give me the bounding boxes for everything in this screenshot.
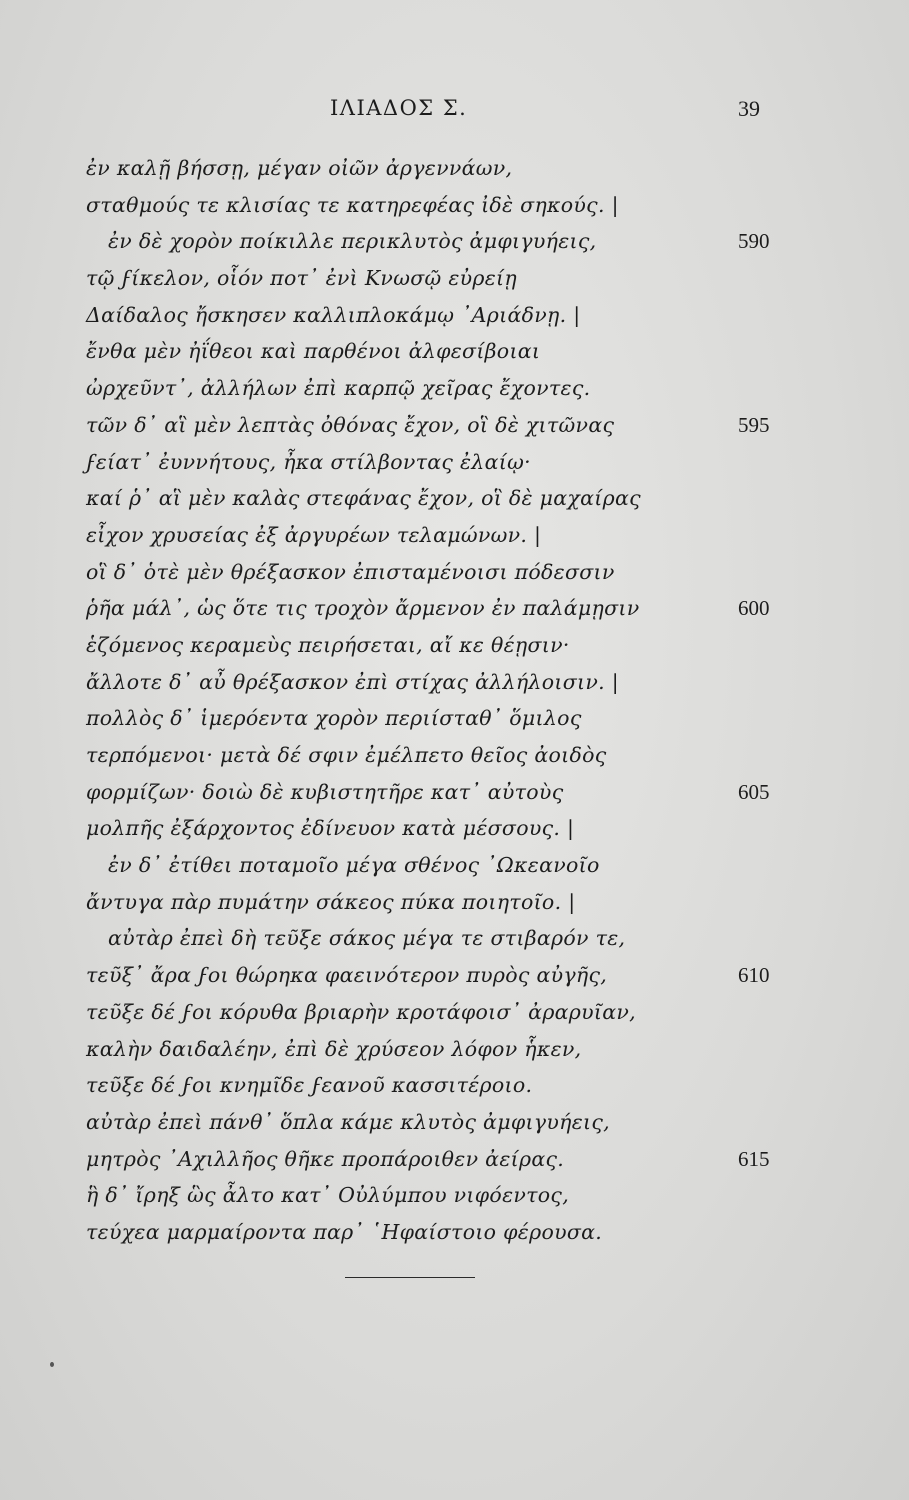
- line-number: 610: [738, 963, 770, 988]
- verse-text: φορμίζων· δοιὼ δὲ κυβιστητῆρε κατ᾽ αὐτοὺς: [86, 779, 564, 804]
- verse-line: [0, 590, 909, 627]
- verse-line: [0, 297, 909, 334]
- verse-line: [0, 1177, 909, 1214]
- verse-text: τεῦξε δέ ϝοι κόρυθα βριαρὴν κροτάφοισ᾽ ἀραρυῖαν,: [86, 999, 636, 1024]
- verse-line: [0, 664, 909, 701]
- verse-line: [0, 1031, 909, 1068]
- verse-line: [0, 480, 909, 517]
- verse-line: [0, 920, 909, 957]
- verse-text: τῷ ϝίκελον, οἷόν ποτ᾽ ἐνὶ Κνωσῷ εὐρείῃ: [86, 266, 517, 291]
- line-number: 605: [738, 779, 770, 804]
- verse-line: [0, 774, 909, 811]
- verse-text: σταθμούς τε κλισίας τε κατηρεφέας ἰδὲ σηκούς. |: [86, 192, 619, 217]
- line-number: 600: [738, 596, 770, 621]
- verse-text: ϝείατ᾽ ἐυννήτους, ἦκα στίλβοντας ἐλαίῳ·: [86, 449, 531, 474]
- verse-text: μολπῆς ἐξάρχοντος ἐδίνευον κατὰ μέσσους. |: [86, 816, 575, 841]
- verse-line: [0, 957, 909, 994]
- verse-line: [0, 1104, 909, 1141]
- verse-text: ῥῆα μάλ᾽, ὡς ὅτε τις τροχὸν ἄρμενον ἐν παλάμῃσιν: [86, 596, 640, 621]
- verse-text: ἔνθα μὲν ἠΐθεοι καὶ παρθένοι ἀλφεσίβοιαι: [86, 339, 541, 364]
- verse-text: ἐν καλῇ βήσσῃ, μέγαν οἰῶν ἀργεννάων,: [86, 156, 513, 180]
- running-head: [0, 96, 909, 126]
- verse-text: εἶχον χρυσείας ἐξ ἀργυρέων τελαμώνων. |: [86, 522, 542, 547]
- verse-text: Δαίδαλος ἤσκησεν καλλιπλοκάμῳ ᾽Αριάδνῃ. |: [86, 302, 581, 327]
- verse-line: [0, 884, 909, 921]
- verse-line: [0, 554, 909, 591]
- verse-line: [0, 1141, 909, 1178]
- verse-text: οἳ δ᾽ ὁτὲ μὲν θρέξασκον ἐπισταμένοισι πόδεσσιν: [86, 559, 615, 584]
- verse-line: [0, 700, 909, 737]
- verse-text: ἄλλοτε δ᾽ αὖ θρέξασκον ἐπὶ στίχας ἀλλήλοισιν. |: [86, 669, 619, 694]
- verse-text: τεῦξ᾽ ἄρα ϝοι θώρηκα φαεινότερον πυρὸς αὐγῆς,: [86, 963, 608, 988]
- verse-text: ἑζόμενος κεραμεὺς πειρήσεται, αἴ κε θέῃσιν·: [86, 632, 570, 657]
- verse-line: [0, 1067, 909, 1104]
- running-head-title: ΙΛΙΑΔΟΣ Σ.: [330, 96, 468, 120]
- verse-line: [0, 847, 909, 884]
- verse-text: πολλὸς δ᾽ ἱμερόεντα χορὸν περιίσταθ᾽ ὅμιλος: [86, 706, 582, 731]
- verse-text: αὐτὰρ ἐπεὶ δὴ τεῦξε σάκος μέγα τε στιβαρόν τε,: [108, 926, 626, 951]
- verse-text: ὠρχεῦντ᾽, ἀλλήλων ἐπὶ καρπῷ χεῖρας ἔχοντες.: [86, 376, 591, 401]
- verse-line: [0, 260, 909, 297]
- verse-text: τερπόμενοι· μετὰ δέ σφιν ἐμέλπετο θεῖος ἀοιδὸς: [86, 743, 607, 767]
- verse-line: [0, 737, 909, 774]
- verse-line: [0, 627, 909, 664]
- verse-line: [0, 150, 909, 187]
- verse-block: [0, 150, 909, 1251]
- verse-text: τεύχεα μαρμαίροντα παρ᾽ ῾Ηφαίστοιο φέρουσα.: [86, 1219, 603, 1244]
- verse-line: [0, 370, 909, 407]
- page-speck: [50, 1362, 54, 1367]
- verse-text: τεῦξε δέ ϝοι κνημῖδε ϝεανοῦ κασσιτέροιο.: [86, 1073, 533, 1098]
- verse-line: [0, 444, 909, 481]
- verse-line: [0, 810, 909, 847]
- verse-text: καί ῥ᾽ αἳ μὲν καλὰς στεφάνας ἔχον, οἳ δὲ μαχαίρας: [86, 486, 641, 511]
- verse-text: ἣ δ᾽ ἴρηξ ὣς ἆλτο κατ᾽ Οὐλύμπου νιφόεντος,: [86, 1183, 570, 1208]
- verse-line: [0, 994, 909, 1031]
- verse-line: [0, 407, 909, 444]
- verse-text: καλὴν δαιδαλέην, ἐπὶ δὲ χρύσεον λόφον ἧκεν,: [86, 1036, 582, 1061]
- line-number: 590: [738, 229, 770, 254]
- verse-text: ἐν δ᾽ ἐτίθει ποταμοῖο μέγα σθένος ᾽Ωκεανοῖο: [108, 853, 600, 878]
- line-number: 595: [738, 412, 770, 437]
- verse-line: [0, 1214, 909, 1251]
- verse-line: [0, 187, 909, 224]
- verse-line: [0, 517, 909, 554]
- verse-text: τῶν δ᾽ αἳ μὲν λεπτὰς ὀθόνας ἔχον, οἳ δὲ χιτῶνας: [86, 412, 615, 437]
- verse-line: [0, 223, 909, 260]
- verse-text: μητρὸς ᾽Αχιλλῆος θῆκε προπάροιθεν ἀείρας.: [86, 1146, 565, 1171]
- page-number: 39: [738, 96, 760, 121]
- end-rule: [345, 1277, 475, 1278]
- verse-line: [0, 333, 909, 370]
- verse-text: αὐτὰρ ἐπεὶ πάνθ᾽ ὅπλα κάμε κλυτὸς ἀμφιγυήεις,: [86, 1109, 610, 1134]
- line-number: 615: [738, 1146, 770, 1171]
- verse-text: ἄντυγα πὰρ πυμάτην σάκεος πύκα ποιητοῖο. |: [86, 889, 576, 914]
- verse-text: ἐν δὲ χορὸν ποίκιλλε περικλυτὸς ἀμφιγυήεις,: [108, 229, 597, 254]
